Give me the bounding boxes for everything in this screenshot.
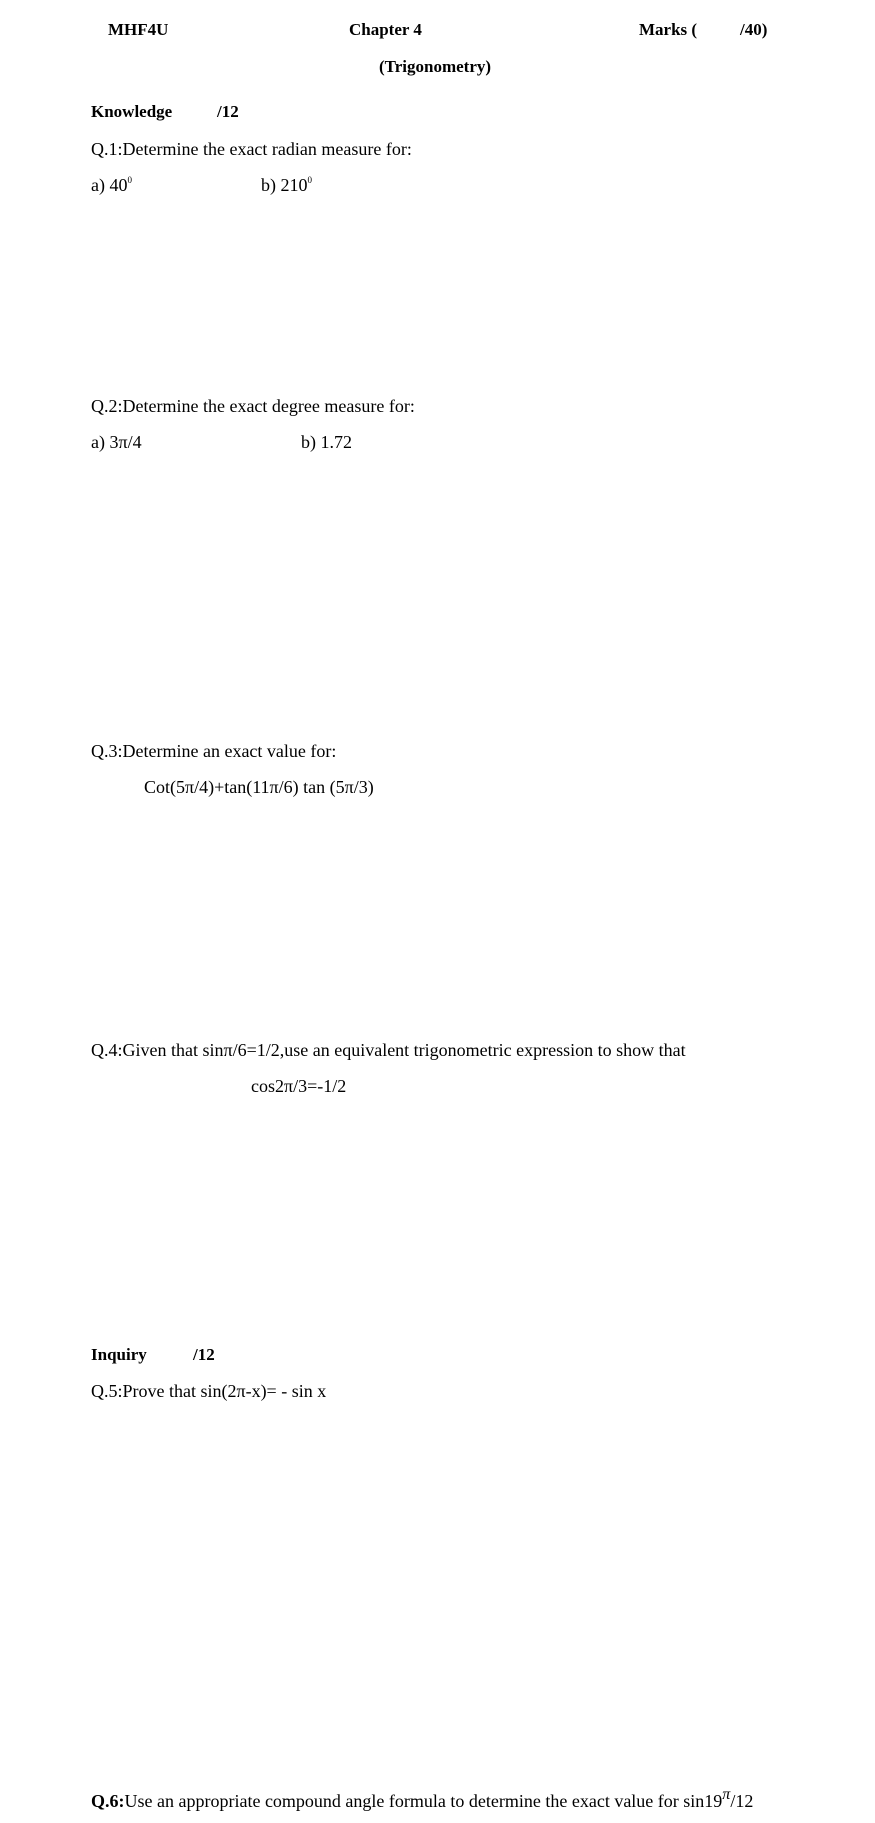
question-1-part-b-degree: 0: [307, 175, 312, 185]
section-knowledge-label: Knowledge: [91, 102, 173, 121]
question-4-expression: cos2π/3=-1/2: [251, 1076, 347, 1096]
question-6: [91, 1786, 754, 1812]
page-subtitle: (Trigonometry): [379, 57, 492, 76]
marks-label: Marks (: [639, 20, 698, 39]
question-1-part-b-text: b) 210: [261, 175, 308, 195]
question-6-prompt: Use an appropriate compound angle formula to determine the exact value for sin19: [124, 1791, 723, 1811]
course-code: MHF4U: [108, 20, 169, 39]
question-2-part-b: b) 1.72: [301, 432, 352, 452]
question-6-tail: /12: [730, 1791, 754, 1811]
marks-total: /40): [740, 20, 768, 39]
question-1-part-a: [91, 174, 132, 196]
question-2-prompt: Q.2:Determine the exact degree measure for:: [91, 396, 415, 416]
section-knowledge-score: /12: [217, 102, 239, 121]
question-1-part-a-degree: 0: [127, 175, 132, 185]
question-6-number: Q.6:: [91, 1791, 125, 1811]
section-inquiry-score: /12: [193, 1345, 215, 1364]
question-2-part-a: a) 3π/4: [91, 432, 142, 452]
question-3-expression: Cot(5π/4)+tan(11π/6) tan (5π/3): [144, 777, 374, 797]
question-5-prompt: Q.5:Prove that sin(2π-x)= - sin x: [91, 1381, 327, 1401]
question-1-part-b: [261, 174, 312, 196]
question-4-prompt: Q.4:Given that sinπ/6=1/2,use an equivalent trigonometric expression to show that: [91, 1040, 686, 1060]
question-1-part-a-text: a) 40: [91, 175, 128, 195]
question-6-pi: π: [722, 1786, 731, 1803]
chapter-title: Chapter 4: [349, 20, 422, 39]
question-1-prompt: Q.1:Determine the exact radian measure for:: [91, 139, 412, 159]
section-inquiry-label: Inquiry: [91, 1345, 147, 1364]
question-3-prompt: Q.3:Determine an exact value for:: [91, 741, 337, 761]
